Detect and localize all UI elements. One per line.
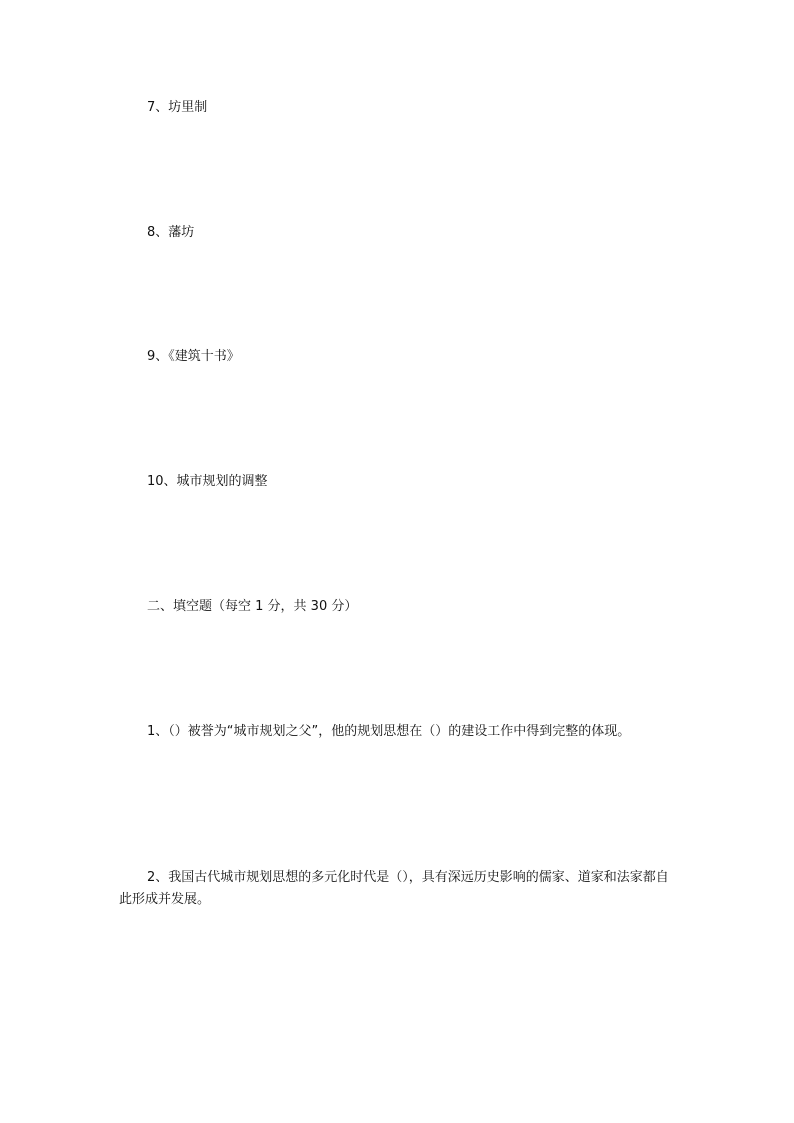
fill-question-2: 2、我国古代城市规划思想的多元化时代是（），具有深远历史影响的儒家、道家和法家都自此形成并发展。 (119, 870, 669, 907)
section-2-heading: 二、填空题（每空 1 分，共 30 分） (147, 599, 358, 614)
question-7: 7、坊里制 (147, 100, 208, 115)
question-9: 9、《建筑十书》 (147, 349, 240, 364)
fill-question-1: 1、（）被誉为“城市规划之父”，他的规划思想在（）的建设工作中得到完整的体现。 (147, 724, 631, 739)
question-8: 8、藩坊 (147, 225, 195, 240)
question-10: 10、城市规划的调整 (147, 474, 268, 489)
